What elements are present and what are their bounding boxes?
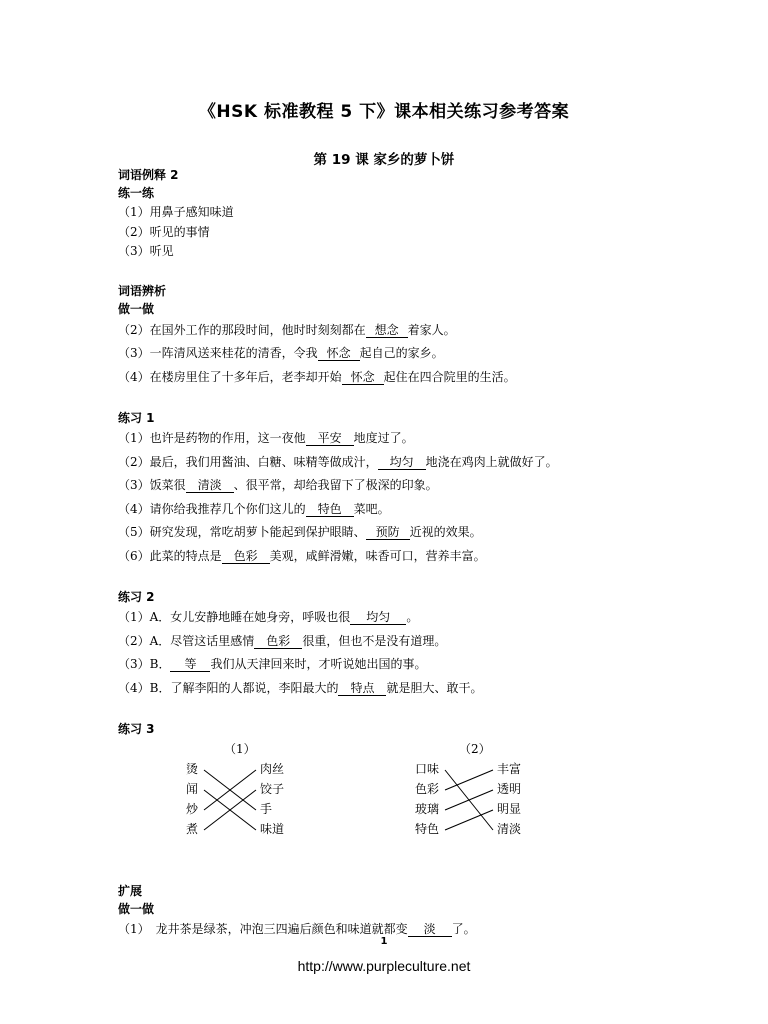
section-title-s5: 练习 3 [118,722,155,736]
matching-lines [186,738,326,860]
answer-blank: 均匀 [378,456,426,470]
line-text-before: （4）请你给我推荐几个你们这儿的 [118,501,306,516]
line-text: （2）听见的事情 [118,224,210,239]
answer-blank: 特色 [306,503,354,517]
line-text-after: 起住在四合院里的生活。 [383,369,516,384]
line-text-after: 起自己的家乡。 [359,346,444,360]
answer-line [118,319,678,343]
matching-connector-line [445,810,493,830]
matching-right-item: 清淡 [497,822,522,836]
line-text-after: 着家人。 [407,322,456,337]
line-text-after: 美观，咸鲜滑嫩，味香可口，营养丰富。 [269,548,486,563]
line-text-before: （5）研究发现，常吃胡萝卜能起到保护眼睛、 [118,525,366,539]
matching-group-1 [186,738,326,860]
answer-list-s2 [118,319,678,390]
line-text: （3）听见 [118,244,174,258]
section-title-s4: 练习 2 [118,590,155,604]
answer-blank: 预防 [366,526,410,540]
answer-list-s1 [118,203,678,262]
line-text-after: 了。 [451,922,476,936]
matching-left-item: 烫 [186,762,199,776]
lesson-title: 第 19 课 家乡的萝卜饼 [313,152,455,168]
section-title-s3: 练习 1 [118,411,155,425]
answer-line [118,366,678,390]
line-text-after: 、很平常，却给我留下了极深的印象。 [233,478,438,492]
answer-line [118,498,678,522]
line-text-before: （3）B． [118,657,171,671]
line-text-before: （1）A．女儿安静地睡在她身旁，呼吸也很 [118,610,351,624]
answer-line [118,521,678,545]
matching-left-item: 玻璃 [415,802,440,816]
spacer [118,389,678,409]
answer-blank: 色彩 [254,635,302,649]
matching-left-item: 煮 [186,822,199,836]
matching-exercise [118,738,678,866]
answer-line [118,545,678,569]
document-title: 《HSK 标准教程 5 下》课本相关练习参考答案 [198,102,570,122]
answer-line [118,342,678,366]
spacer [118,262,678,282]
answer-line [118,630,678,654]
answer-line [118,451,678,475]
line-text-before: （2）A．尽管这话里感情 [118,633,255,648]
line-text-before: （4）B．了解李阳的人都说，李阳最大的 [118,680,339,695]
answer-list-s4 [118,606,678,700]
line-text-before: （1） 龙井茶是绿茶，冲泡三四遍后颜色和味道就都变 [118,922,408,936]
page-number: 1 [380,936,388,947]
matching-left-item: 特色 [415,822,440,836]
matching-connector-line [445,770,493,790]
matching-group-label: （2） [459,742,491,756]
spacer [118,866,678,882]
spacer [118,700,678,720]
answer-content [118,166,678,939]
matching-right-item: 透明 [497,782,522,796]
answer-line [118,474,678,498]
answer-line [118,223,678,243]
matching-right-item: 丰富 [497,762,522,776]
line-text-after: 菜吧。 [353,501,390,516]
matching-right-item: 明显 [497,802,522,816]
section-title-s6: 扩展 [118,884,143,898]
section-title-s1: 词语例释 2 [118,168,179,182]
line-text-after: 我们从天津回来时，才听说她出国的事。 [210,657,427,671]
subsection-title-s1: 练一练 [118,186,155,200]
matching-right-item: 肉丝 [260,762,285,776]
answer-blank: 怀念 [318,347,360,361]
answer-line [118,203,678,223]
matching-right-item: 手 [260,802,273,816]
matching-right-item: 味道 [260,822,285,836]
line-text-before: （4）在楼房里住了十多年后，老李却开始 [118,369,342,384]
matching-group-label: （1） [224,742,256,756]
answer-blank: 怀念 [342,371,384,385]
line-text-after: 。 [406,610,419,624]
answer-list-s3 [118,427,678,568]
line-text-before: （6）此菜的特点是 [118,548,222,563]
answer-blank: 平安 [306,432,354,446]
subsection-title-s2: 做一做 [118,301,155,316]
line-text-after: 很重，但也不是没有道理。 [302,633,447,648]
spacer [118,568,678,588]
matching-connector-line [445,790,493,810]
answer-line [118,606,678,630]
answer-blank: 特点 [338,682,386,696]
answer-blank: 清淡 [186,479,234,493]
answer-blank: 色彩 [222,550,270,564]
answer-line [118,242,678,262]
answer-blank: 淡 [408,923,452,937]
answer-blank: 等 [170,658,210,672]
matching-group-2 [415,738,555,860]
answer-line [118,653,678,677]
matching-right-item: 饺子 [260,782,285,796]
line-text-after: 就是胆大、敢干。 [386,680,483,695]
line-text-after: 地度过了。 [353,431,414,445]
line-text-after: 地浇在鸡肉上就做好了。 [425,454,558,469]
answer-line [118,677,678,701]
line-text-before: （2）最后，我们用酱油、白糖、味精等做成汁， [118,454,378,469]
answer-blank: 均匀 [350,611,406,625]
answer-line [118,427,678,451]
footer-url: http://www.purpleculture.net [297,958,471,974]
line-text-before: （2）在国外工作的那段时间，他时时刻刻都在 [118,322,366,337]
answer-blank: 想念 [366,324,408,338]
line-text-before: （3）饭菜很 [118,478,186,492]
matching-left-item: 色彩 [415,782,440,796]
matching-left-item: 口味 [415,762,440,776]
line-text: （1）用鼻子感知味道 [118,205,234,219]
line-text-after: 近视的效果。 [409,525,482,539]
matching-left-item: 炒 [186,802,199,816]
section-title-s2: 词语辨析 [118,283,167,298]
matching-left-item: 闻 [186,782,199,796]
matching-lines [415,738,555,860]
subsection-title-s6: 做一做 [118,902,155,916]
line-text-before: （1）也许是药物的作用，这一夜他 [118,431,306,445]
line-text-before: （3）一阵清风送来桂花的清香，令我 [118,346,318,360]
